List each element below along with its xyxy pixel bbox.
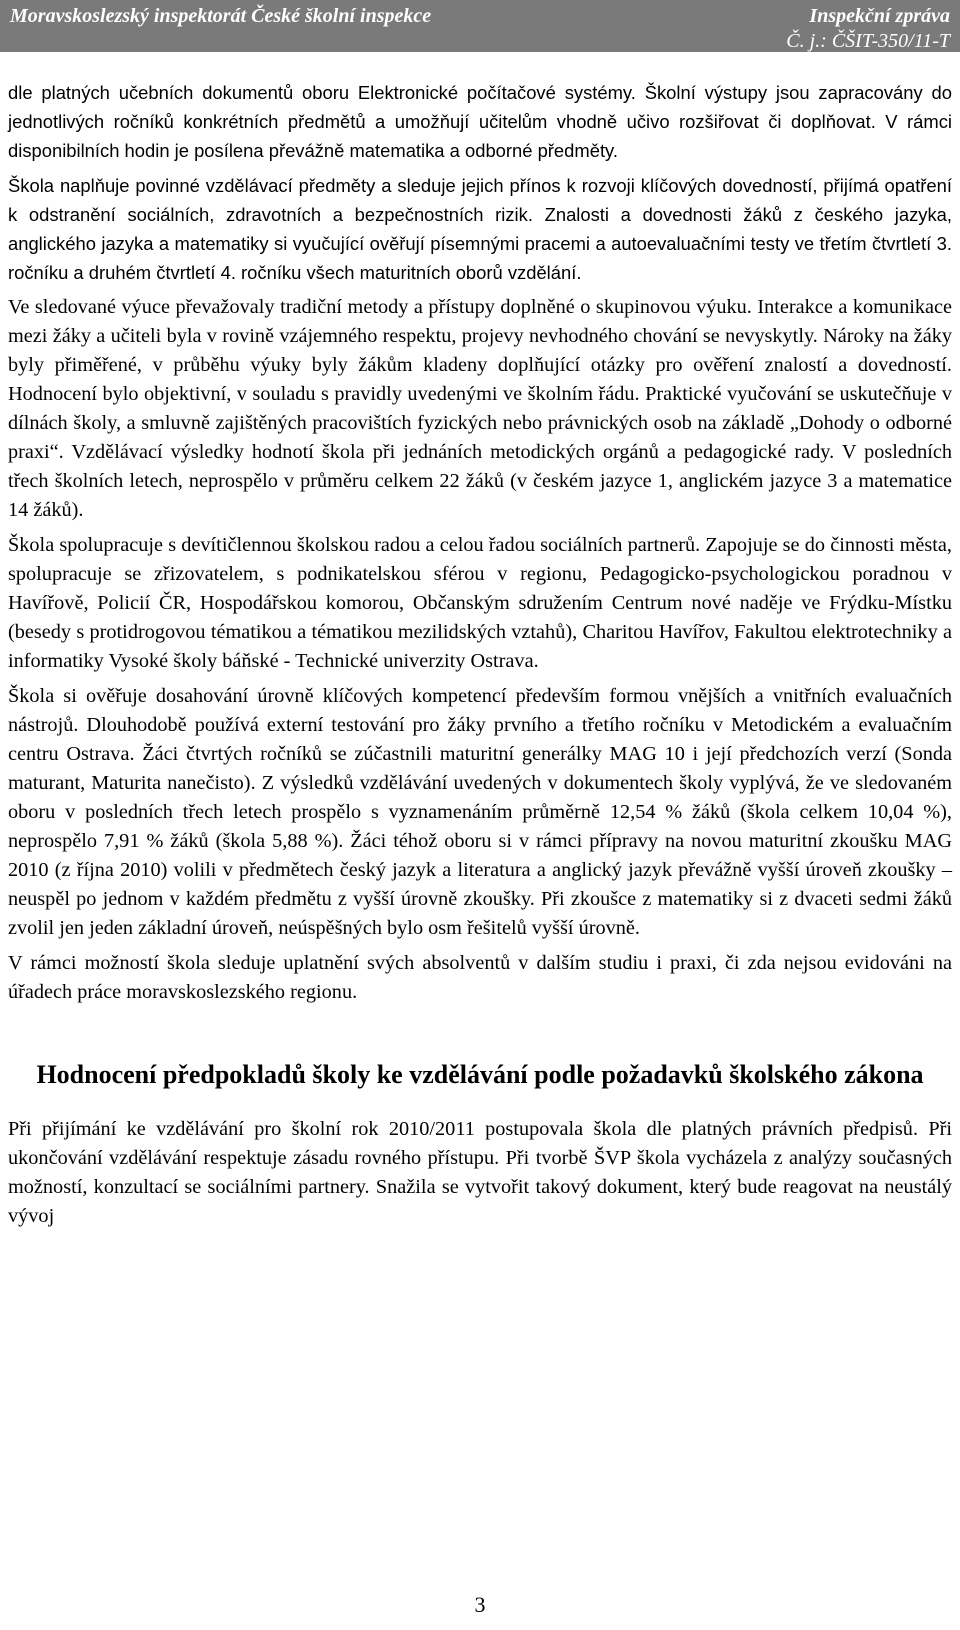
document-body: [8, 78, 952, 1237]
paragraph-subjects: Škola naplňuje povinné vzdělávací předměty a sleduje jejich přínos k rozvoji klíčových dovedností, přijímá opatření k odstranění sociálních, zdravotních a bezpečnostních rizik. Znalosti a dovednosti žáků z českého jazyka, anglického jazyka a matematiky si vyučující ověřují písemnými pracemi a autoevaluačními testy ve třetím čtvrtletí 3. ročníku a druhém čtvrtletí 4. ročníku všech maturitních oborů vzdělání.: [8, 175, 952, 283]
page-number: 3: [474, 1592, 486, 1617]
section-heading: Hodnocení předpokladů školy ke vzdělávání podle požadavků školského zákona: [36, 1060, 924, 1089]
paragraph-admissions: Při přijímání ke vzdělávání pro školní rok 2010/2011 postupovala škola dle platných právních předpisů. Při ukončování vzdělávání respektuje zásadu rovného přístupu. Při tvorbě ŠVP škola vycházela z analýzy současných možností, konzultací se sociálními partnery. Snažila se vytvořit takový dokument, který bude reagovat na neustálý vývoj: [8, 1118, 952, 1227]
header-inspectorate: Moravskoslezský inspektorát České školní inspekce: [10, 5, 432, 27]
paragraph-partners: Škola spolupracuje s devítičlennou školskou radou a celou řadou sociálních partnerů. Zapojuje se do činnosti města, spolupracuje se zřizovatelem, s podnikatelskou sférou v regionu, Pedagogicko-psychologickou poradnou v Havířově, Policií ČR, Hospodářskou komorou, Občanským sdružením Centrum nové naděje ve Frýdku-Místku (besedy s protidrogovou tématikou a tématikou mezilidských vztahů), Charitou Havířov, Fakultou elektrotechniky a informatiky Vysoké školy báňské - Technické univerzity Ostrava.: [8, 534, 952, 672]
paragraph-evaluation: Škola si ověřuje dosahování úrovně klíčových kompetencí především formou vnějších a vnitřních evaluačních nástrojů. Dlouhodobě používá externí testování pro žáky prvního a třetího ročníku v Metodickém a evaluačním centru Ostrava. Žáci čtvrtých ročníků se zúčastnili maturitní generálky MAG 10 i její předchozích verzí (Sonda maturant, Maturita nanečisto). Z výsledků vzdělávání uvedených v dokumentech školy vyplývá, že ve sledovaném oboru v posledních třech letech prospělo s vyznamenáním průměrně 12,54 % žáků (škola celkem 10,04 %), neprospělo 7,91 % žáků (škola 5,88 %). Žáci téhož oboru si v rámci přípravy na novou maturitní zkoušku MAG 2010 (z října 2010) volili v předmětech český jazyk a literatura a anglický jazyk převážně vyšší úroveň zkoušky – neuspěl po jednom v každém předmětu z vyšší úrovně zkoušky. Při zkoušce z matematiky si z dvaceti sedmi žáků zvolil jen jeden základní úroveň, neúspěšných bylo osm řešitelů vyšší úrovně.: [8, 685, 952, 939]
header-reference-number: Č. j.: ČŠIT-350/11-T: [786, 30, 950, 52]
paragraph-graduates: V rámci možností škola sleduje uplatnění svých absolventů v dalším studiu i praxi, či zda nejsou evidováni na úřadech práce moravskoslezského regionu.: [8, 952, 952, 1003]
header-report-type: Inspekční zpráva: [809, 5, 950, 27]
paragraph-teaching: Ve sledované výuce převažovaly tradiční metody a přístupy doplněné o skupinovou výuku. Interakce a komunikace mezi žáky a učiteli byla v rovině vzájemného respektu, projevy nevhodného chování se nevyskytly. Nároky na žáky byly přiměřené, v průběhu výuky byly žákům kladeny doplňující otázky pro ověření znalostí a dovedností. Hodnocení bylo objektivní, v souladu s pravidly uvedenými ve školním řádu. Praktické vyučování se uskutečňuje v dílnách školy, a smluvně zajištěných pracovištích fyzických nebo právnických osob na základě „Dohody o odborné praxi“. Vzdělávací výsledky hodnotí škola při jednáních metodických orgánů a pedagogické rady. V posledních třech školních letech, neprospělo v průměru celkem 22 žáků (v českém jazyce 1, anglickém jazyce 3 a matematice 14 žáků).: [8, 296, 952, 521]
paragraph-curriculum: dle platných učebních dokumentů oboru Elektronické počítačové systémy. Školní výstupy jsou zapracovány do jednotlivých ročníků konkrétních předmětů a umožňují učitelům vhodně učivo rozšiřovat či doplňovat. V rámci disponibilních hodin je posílena převážně matematika a odborné předměty.: [8, 82, 952, 161]
page-header: [0, 0, 960, 52]
